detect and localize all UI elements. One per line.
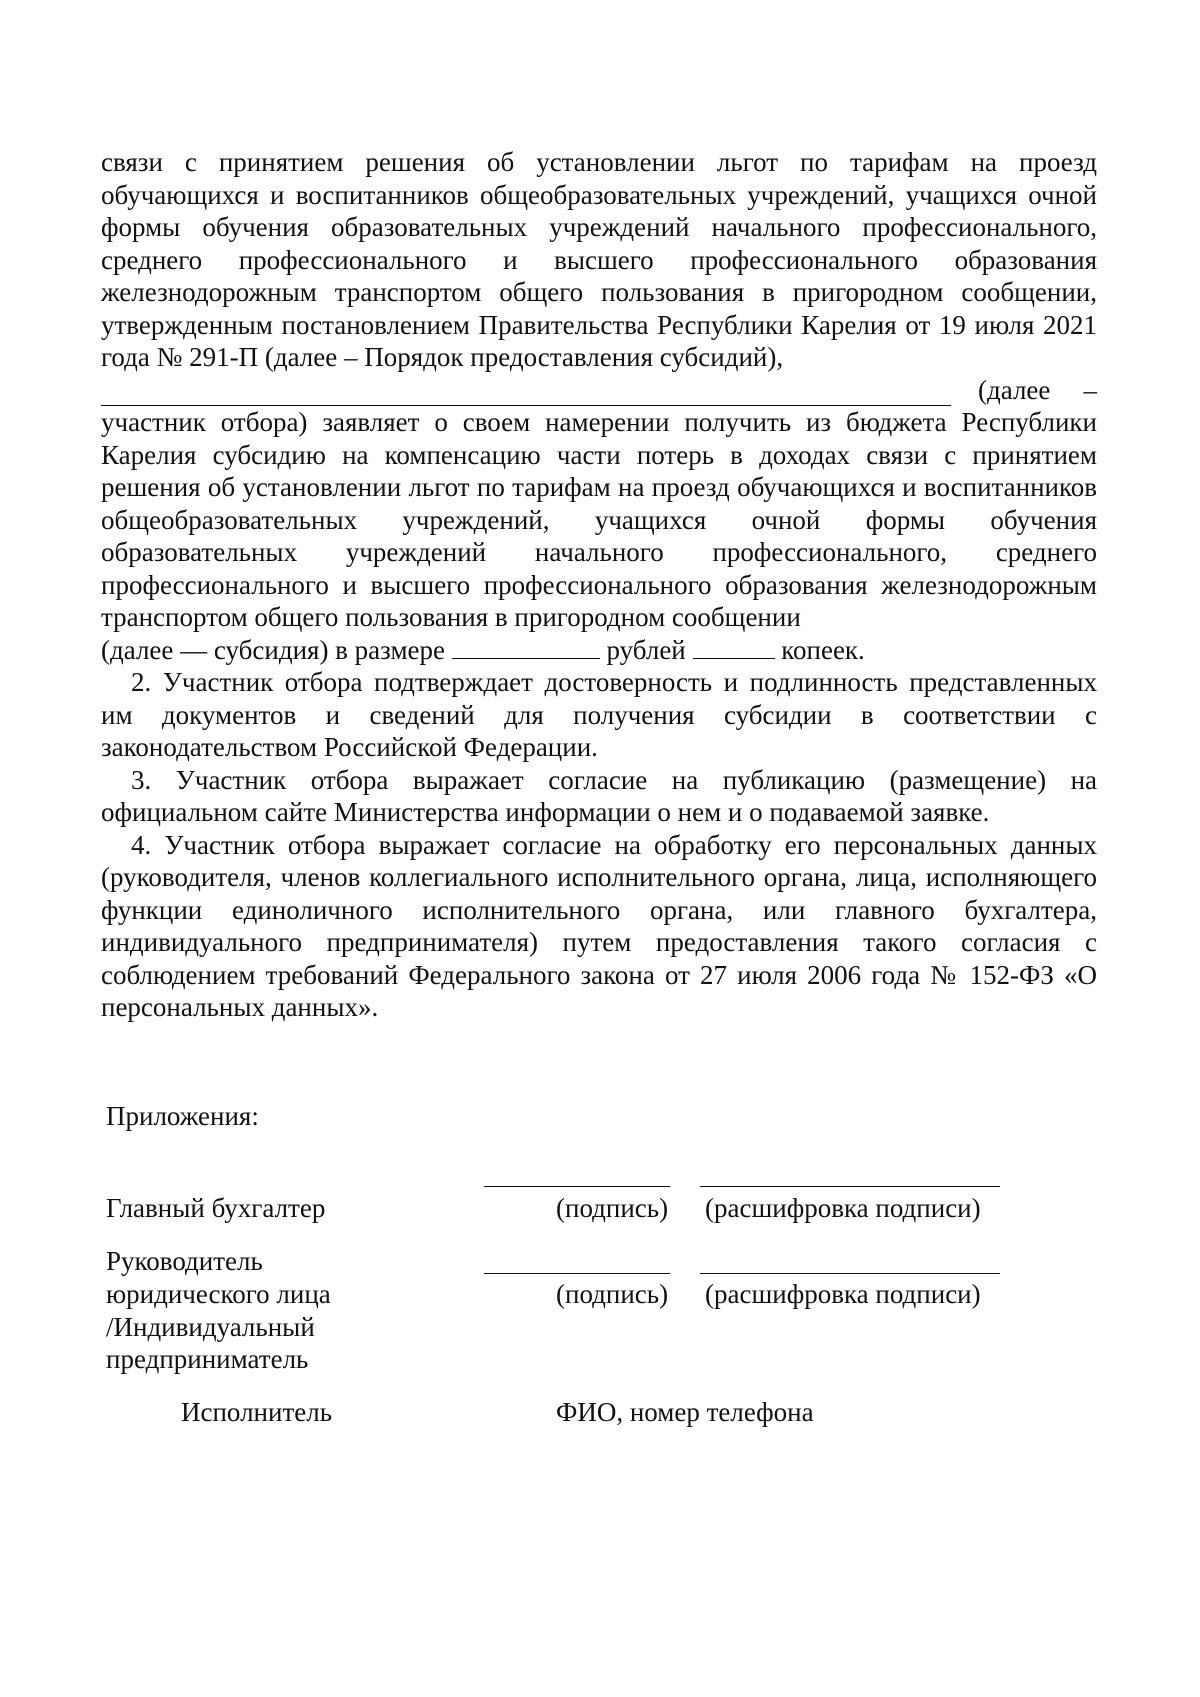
rubles-label: рублей — [606, 634, 686, 665]
head-signature-caption: (подпись) — [556, 1279, 669, 1309]
kopecks-label: копеек. — [781, 634, 865, 665]
chief-accountant-decode-line[interactable] — [700, 1186, 1000, 1187]
head-label-line4: предприниматель — [106, 1344, 309, 1374]
blank-suffix-dash: – — [1083, 374, 1097, 405]
executor-value: ФИО, номер телефона — [556, 1397, 814, 1427]
amount-prefix: (далее — субсидия) в размере — [101, 634, 445, 665]
paragraph-1-part1: связи с принятием решения об установлении льгот по тарифам на проезд обучающихся и воспитанников общеобразовательных учреждений, учащихся очной формы обучения образовательных учреждений начального профессионального, среднего профессионального и высшего профессионального образования железнодорожным транспортом общего пользования в пригородном сообщении, утвержденным постановлением Правительства Республики Карелия от 19 июля 2021 года № 291-П (далее – Порядок предоставления субсидий), — [101, 147, 1097, 372]
head-label-line1: Руководитель — [106, 1246, 263, 1276]
participant-name-blank[interactable] — [101, 379, 951, 406]
head-label-line3: /Индивидуальный — [106, 1312, 315, 1342]
blank-suffix-word: (далее — [978, 374, 1051, 405]
executor-label: Исполнитель — [181, 1397, 333, 1427]
head-decode-line[interactable] — [700, 1273, 1000, 1274]
paragraph-1-part2: участник отбора) заявляет о своем намерении получить из бюджета Республики Карелия субсидию на компенсацию части потерь в доходах связи с принятием решения об установлении льгот по тарифам на проезд обучающихся и воспитанников общеобразовательных учреждений, учащихся очной формы обучения образовательных учреждений начального профессионального, среднего профессионального и высшего профессионального образования железнодорожным транспортом общего пользования в пригородном сообщении — [101, 407, 1097, 632]
paragraph-item-2: 2. Участник отбора подтверждает достоверность и подлинность представленных им документов и сведений для получения субсидии в соответствии с законодательством Российской Федерации. — [101, 667, 1097, 762]
paragraph-item-4: 4. Участник отбора выражает согласие на обработку его персональных данных (руководителя, членов коллегиального исполнительного органа, лица, исполняющего функции единоличного исполнительного органа, или главного бухгалтера, индивидуального предпринимателя) путем предоставления такого согласия с соблюдением требований Федерального закона от 27 июля 2006 года № 152-ФЗ «О персональных данных». — [101, 829, 1097, 1022]
chief-accountant-label: Главный бухгалтер — [106, 1193, 326, 1223]
chief-accountant-decode-caption: (расшифровка подписи) — [705, 1193, 981, 1223]
attachments-label: Приложения: — [106, 1101, 259, 1131]
rubles-blank[interactable] — [452, 634, 600, 659]
document-body — [101, 146, 1097, 1024]
kopecks-blank[interactable] — [693, 634, 775, 659]
head-signature-line[interactable] — [484, 1273, 670, 1274]
chief-accountant-signature-caption: (подпись) — [556, 1193, 669, 1223]
chief-accountant-signature-line[interactable] — [484, 1186, 670, 1187]
head-label-line2: юридического лица — [106, 1279, 331, 1309]
amount-line — [101, 634, 1097, 667]
participant-name-blank-line — [101, 374, 1097, 407]
paragraph-item-3: 3. Участник отбора выражает согласие на публикацию (размещение) на официальном сайте Министерства информации о нем и о подаваемой заявке. — [101, 764, 1097, 827]
head-decode-caption: (расшифровка подписи) — [705, 1279, 981, 1309]
